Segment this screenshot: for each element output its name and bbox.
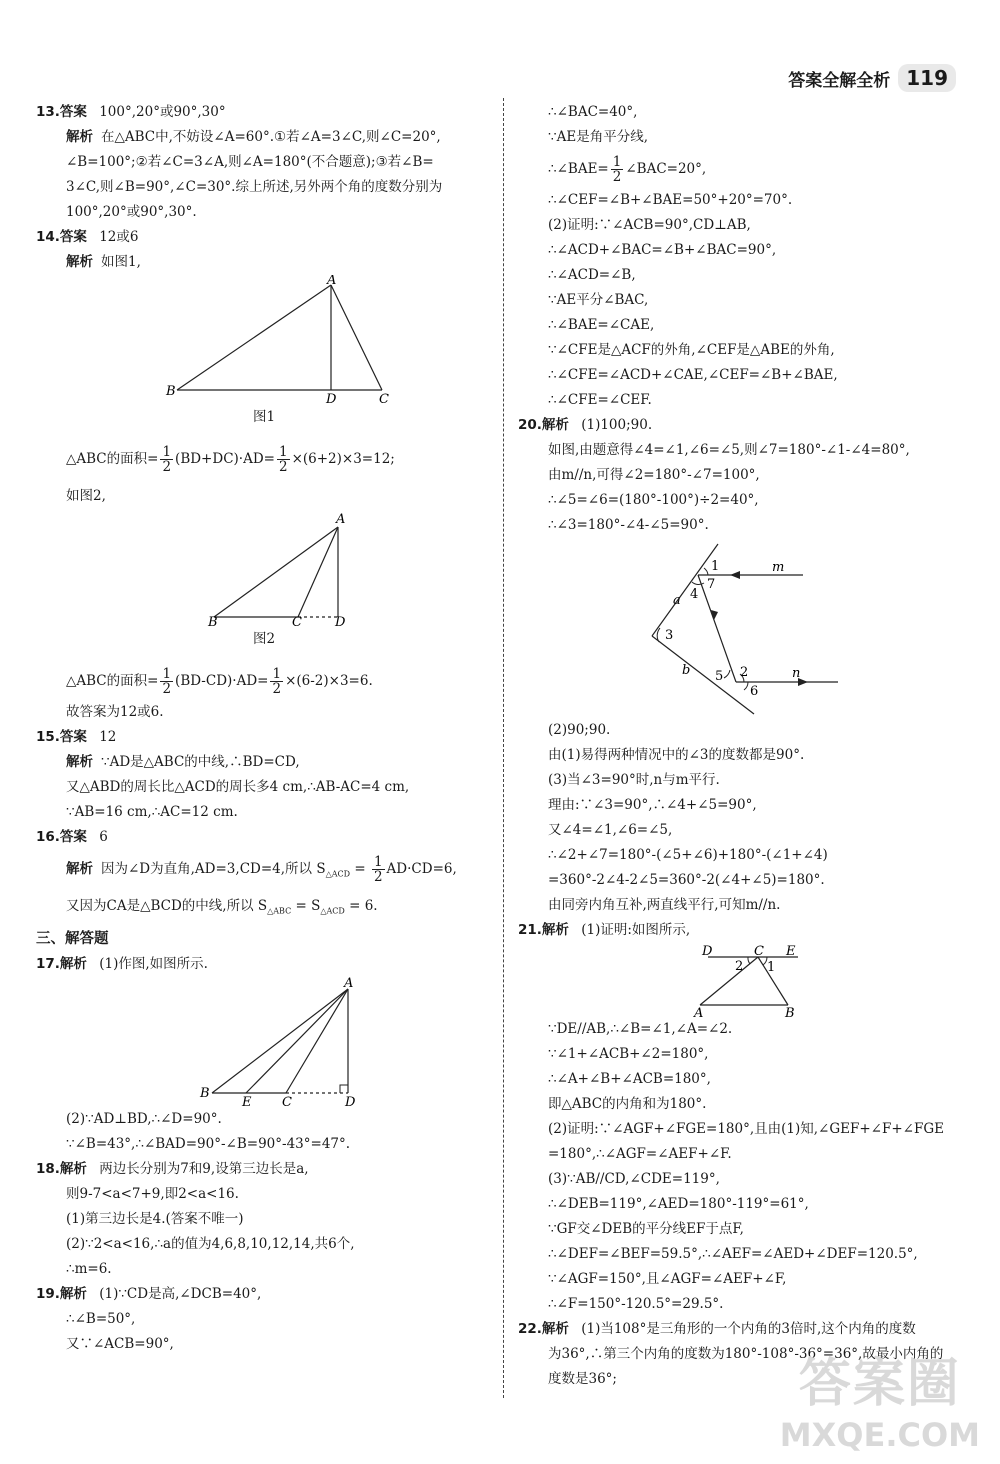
svg-text:1: 1 bbox=[767, 960, 776, 975]
q16-answer: 16.答案 6 bbox=[36, 829, 108, 845]
svg-text:n: n bbox=[792, 666, 801, 681]
q19-line: ∴∠ACD+∠BAC=∠B+∠BAC=90°, bbox=[548, 242, 777, 258]
q21-line: ∴∠DEB=119°,∠AED=180°-119°=61°, bbox=[548, 1196, 809, 1212]
q14-answer: 14.答案 12或6 bbox=[36, 229, 139, 245]
figure-1 bbox=[36, 275, 492, 405]
q21-line: =180°,∴∠AGF=∠AEF+∠F. bbox=[548, 1146, 732, 1162]
svg-text:D: D bbox=[702, 944, 713, 959]
svg-text:2: 2 bbox=[740, 665, 749, 680]
svg-text:E: E bbox=[786, 944, 796, 959]
figure-q20 bbox=[518, 538, 968, 718]
svg-text:D: D bbox=[335, 615, 346, 627]
q19-line: ∴∠BAE=∠CAE, bbox=[548, 317, 655, 333]
q17-analysis: 17.解析 (1)作图,如图所示. bbox=[36, 956, 208, 973]
q19-line: ∴∠ACD=∠B, bbox=[548, 267, 636, 283]
q20-line: 由同旁内角互补,两直线平行,可知m//n. bbox=[548, 897, 781, 913]
svg-text:a: a bbox=[673, 593, 681, 608]
q22-line: 为36°,∴第三个内角的度数为180°-108°-36°=36°,故最小内角的 bbox=[548, 1346, 944, 1362]
q21-line: (2)证明:∵∠AGF+∠FGE=180°,且由(1)知,∠GEF+∠F+∠FGE bbox=[548, 1121, 944, 1137]
q21-line: ∵DE//AB,∴∠B=∠1,∠A=∠2. bbox=[548, 1021, 733, 1037]
q19-line: ∴∠BAE= $\frac{1}{2}$ ∠BAC=20°, bbox=[548, 154, 707, 185]
q21-line: (3)∵AB//CD,∠CDE=119°, bbox=[548, 1171, 720, 1187]
q19-line: 又∵∠ACB=90°, bbox=[66, 1336, 174, 1353]
q21-line: ∴∠F=150°-120.5°=29.5°. bbox=[548, 1296, 724, 1312]
q19-line: (2)证明:∵∠ACB=90°,CD⊥AB, bbox=[548, 217, 751, 233]
header-title: 答案全解全析 bbox=[788, 70, 891, 91]
svg-text:D: D bbox=[326, 392, 337, 405]
svg-text:A: A bbox=[336, 512, 346, 527]
q15-answer: 15.答案 12 bbox=[36, 729, 117, 745]
q20-line: (2)90;90. bbox=[548, 722, 611, 738]
q20-line: 又∠4=∠1,∠6=∠5, bbox=[548, 822, 673, 838]
triangle-figure-2 bbox=[36, 509, 492, 627]
q14-line: 故答案为12或6. bbox=[66, 704, 164, 720]
q17-line: ∵∠B=43°,∴∠BAD=90°-∠B=90°-43°=47°. bbox=[66, 1136, 351, 1153]
mirror-figure-q20 bbox=[518, 538, 968, 718]
q20-line: 由m//n,可得∠2=180°-∠7=100°, bbox=[548, 467, 760, 483]
page-header bbox=[788, 64, 956, 92]
figure-1-caption: 图1 bbox=[252, 409, 276, 425]
watermark-url: MXQE.COM bbox=[779, 1416, 980, 1454]
q20-line: ∴∠3=180°-∠4-∠5=90°. bbox=[548, 517, 709, 533]
q20-analysis: 20.解析 (1)100;90. bbox=[518, 417, 653, 433]
q18-line: (1)第三边长是4.(答案不唯一) bbox=[66, 1211, 244, 1228]
figure-q17 bbox=[36, 977, 492, 1107]
q22-line: 度数是36°; bbox=[548, 1371, 617, 1387]
q21-analysis: 21.解析 (1)证明:如图所示, bbox=[518, 922, 691, 938]
svg-text:A: A bbox=[327, 275, 337, 288]
q21-line: ∵∠1+∠ACB+∠2=180°, bbox=[548, 1046, 709, 1062]
q18-analysis: 18.解析 两边长分别为7和9,设第三边长是a, bbox=[36, 1161, 309, 1178]
q20-line: ∴∠2+∠7=180°-(∠5+∠6)+180°-(∠1+∠4) bbox=[548, 847, 828, 863]
svg-text:E: E bbox=[242, 1095, 252, 1108]
watermark bbox=[780, 1341, 980, 1454]
svg-text:4: 4 bbox=[690, 587, 699, 602]
q19-line: ∴∠CFE=∠CEF. bbox=[548, 392, 652, 408]
svg-text:A: A bbox=[694, 1006, 704, 1017]
q13-answer: 13.答案 100°,20°或90°,30° bbox=[36, 104, 226, 120]
svg-text:B: B bbox=[208, 615, 218, 627]
q17-line: (2)∵AD⊥BD,∴∠D=90°. bbox=[66, 1111, 222, 1128]
q15-analysis: 解析 ∵AD是△ABC的中线,∴BD=CD, bbox=[66, 754, 300, 770]
q19-analysis: 19.解析 (1)∵CD是高,∠DCB=40°, bbox=[36, 1286, 262, 1303]
q21-line: ∴∠A+∠B+∠ACB=180°, bbox=[548, 1071, 711, 1087]
q19-line: ∵∠CFE是△ACF的外角,∠CEF是△ABE的外角, bbox=[548, 342, 835, 358]
triangle-figure-q21 bbox=[518, 943, 968, 1017]
svg-text:6: 6 bbox=[750, 684, 759, 699]
q14-area-2: △ABC的面积= $\frac{1}{2}$ (BD-CD)·AD= $\frac{1}{2}$ ×(6-2)×3=6. bbox=[66, 666, 373, 697]
q14-line: 如图2, bbox=[66, 488, 106, 504]
q13-line: 100°,20°或90°,30°. bbox=[66, 204, 197, 220]
q18-line: (2)∵2<a<16,∴a的值为4,6,8,10,12,14,共6个, bbox=[66, 1236, 355, 1253]
column-divider bbox=[503, 98, 504, 1398]
q20-line: 理由:∵∠3=90°,∴∠4+∠5=90°, bbox=[548, 797, 757, 813]
svg-text:D: D bbox=[345, 1095, 356, 1108]
figure-2 bbox=[36, 509, 492, 627]
q21-line: ∴∠DEF=∠BEF=59.5°,∴∠AEF=∠AED+∠DEF=120.5°, bbox=[548, 1246, 918, 1262]
right-column bbox=[518, 100, 968, 1392]
watermark-logo: 答案圈 bbox=[798, 1354, 961, 1414]
q15-line: 又△ABD的周长比△ACD的周长多4 cm,∴AB-AC=4 cm, bbox=[66, 779, 410, 795]
triangle-figure-1 bbox=[36, 275, 492, 405]
svg-text:5: 5 bbox=[715, 669, 724, 684]
q16-line: 又因为CA是△BCD的中线,所以 $S_{\triangle ABC} = S_{\triangle ACD} = 6$. bbox=[66, 897, 378, 916]
q21-line: 即△ABC的内角和为180°. bbox=[548, 1096, 707, 1112]
svg-text:C: C bbox=[754, 944, 764, 959]
svg-text:C: C bbox=[379, 392, 389, 405]
svg-text:b: b bbox=[682, 663, 691, 678]
q19-line: ∵AE平分∠BAC, bbox=[548, 292, 649, 308]
svg-text:3: 3 bbox=[665, 628, 674, 643]
q20-line: 由(1)易得两种情况中的∠3的度数都是90°. bbox=[548, 747, 805, 763]
svg-text:2: 2 bbox=[735, 959, 744, 974]
q21-line: ∵∠AGF=150°,且∠AGF=∠AEF+∠F, bbox=[548, 1271, 787, 1287]
q20-line: ∴∠5=∠6=(180°-100°)÷2=40°, bbox=[548, 492, 759, 508]
svg-text:1: 1 bbox=[711, 559, 720, 574]
svg-text:A: A bbox=[344, 977, 354, 992]
q20-line: =360°-2∠4-2∠5=360°-2(∠4+∠5)=180°. bbox=[548, 872, 825, 888]
svg-text:B: B bbox=[166, 384, 176, 399]
svg-text:7: 7 bbox=[707, 577, 716, 592]
svg-text:B: B bbox=[200, 1086, 210, 1102]
q19-line: ∴∠BAC=40°, bbox=[548, 104, 638, 120]
q13-line: 3∠C,则∠B=90°,∠C=30°.综上所述,另外两个角的度数分别为 bbox=[66, 179, 443, 195]
q19-line: ∴∠CFE=∠ACD+∠CAE,∠CEF=∠B+∠BAE, bbox=[548, 367, 838, 383]
q20-line: 如图,由题意得∠4=∠1,∠6=∠5,则∠7=180°-∠1-∠4=80°, bbox=[548, 442, 910, 458]
q14-analysis: 解析 如图1, bbox=[66, 254, 141, 270]
svg-text:C: C bbox=[282, 1095, 292, 1108]
svg-text:m: m bbox=[772, 560, 785, 575]
q20-line: (3)当∠3=90°时,n与m平行. bbox=[548, 772, 720, 788]
q21-line: ∵GF交∠DEB的平分线EF于点F, bbox=[548, 1221, 744, 1237]
page-number: 119 bbox=[898, 64, 956, 92]
q18-line: 则9-7<a<7+9,即2<a<16. bbox=[66, 1186, 239, 1203]
q16-analysis: 解析 因为∠D为直角,AD=3,CD=4,所以 $S_{\triangle ACD}$ = $\frac{1}{2}$ AD·CD=6, bbox=[66, 854, 457, 885]
left-column bbox=[36, 100, 492, 1357]
q13-line: ∠B=100°;②若∠C=3∠A,则∠A=180°(不合题意);③若∠B= bbox=[66, 154, 434, 170]
q19-line: ∴∠CEF=∠B+∠BAE=50°+20°=70°. bbox=[548, 192, 793, 208]
svg-text:B: B bbox=[785, 1006, 795, 1017]
q19-line: ∴∠B=50°, bbox=[66, 1311, 136, 1328]
figure-q21 bbox=[518, 943, 968, 1017]
svg-text:C: C bbox=[292, 615, 302, 627]
triangle-figure-q17 bbox=[36, 977, 492, 1107]
q15-line: ∵AB=16 cm,∴AC=12 cm. bbox=[66, 804, 238, 820]
q18-line: ∴m=6. bbox=[66, 1261, 112, 1278]
q14-area-1: △ABC的面积= $\frac{1}{2}$ (BD+DC)·AD= $\frac{1}{2}$ ×(6+2)×3=12; bbox=[66, 444, 395, 475]
q13-analysis: 解析 在△ABC中,不妨设∠A=60°.①若∠A=3∠C,则∠C=20°, bbox=[66, 129, 441, 145]
figure-2-caption: 图2 bbox=[252, 631, 276, 647]
q22-analysis: 22.解析 (1)当108°是三角形的一个内角的3倍时,这个内角的度数 bbox=[518, 1321, 916, 1337]
q19-line: ∵AE是角平分线, bbox=[548, 129, 648, 145]
section-title: 三、解答题 bbox=[36, 931, 109, 948]
